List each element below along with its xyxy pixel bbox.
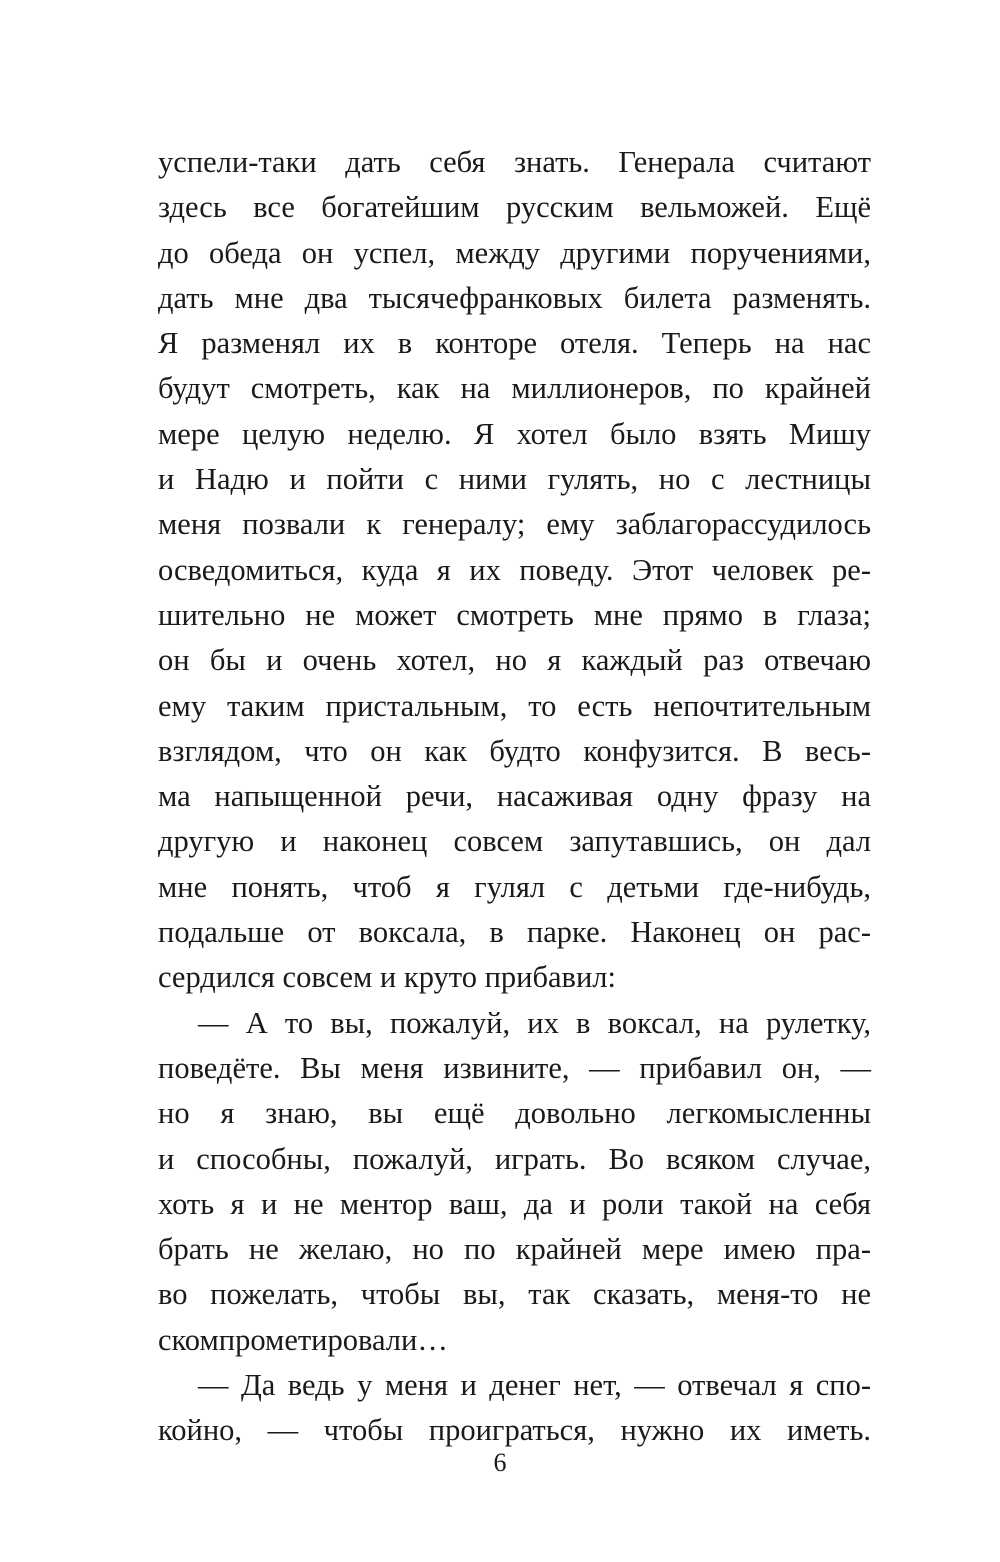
text-line: ма напыщенной речи, насаживая одну фразу на: [158, 779, 871, 814]
text-line: поведёте. Вы меня извините, — прибавил он, —: [158, 1050, 871, 1085]
text-line: койно, — чтобы проиграться, нужно их иметь.: [158, 1413, 871, 1448]
text-line: брать не желаю, но по крайней мере имею пра-: [158, 1232, 871, 1267]
text-line: мере целую неделю. Я хотел было взять Мишу: [158, 416, 871, 451]
text-line: ему таким пристальным, то есть непочтительным: [158, 688, 871, 723]
text-line: шительно не может смотреть мне прямо в глаза;: [158, 597, 871, 632]
text-line: и Надю и пойти с ними гулять, но с лестницы: [158, 462, 871, 497]
text-line: мне понять, чтоб я гулял с детьми где-нибудь,: [158, 869, 871, 904]
body-text: [158, 140, 871, 1454]
text-line: успели-таки дать себя знать. Генерала считают: [158, 145, 871, 179]
text-line: подальше от воксала, в парке. Наконец он рас-: [158, 915, 871, 950]
text-line: будут смотреть, как на миллионеров, по крайней: [158, 371, 871, 406]
text-line: Я разменял их в конторе отеля. Теперь на нас: [158, 326, 871, 361]
text-line: но я знаю, вы ещё довольно легкомысленны: [158, 1096, 871, 1131]
text-line: здесь все богатейшим русским вельможей. Ещё: [158, 190, 871, 225]
text-line: скомпрометировали…: [158, 1322, 448, 1357]
text-line: до обеда он успел, между другими поручениями,: [158, 235, 871, 270]
text-line: другую и наконец совсем запутавшись, он дал: [158, 824, 871, 859]
text-line: взглядом, что он как будто конфузится. В весь-: [158, 733, 871, 768]
text-line: — А то вы, пожалуй, их в воксал, на рулетку,: [198, 1005, 871, 1040]
text-line: дать мне два тысячефранковых билета разменять.: [158, 280, 871, 315]
text-line: хоть я и не ментор ваш, да и роли такой на себя: [158, 1186, 871, 1221]
page-number: 6: [493, 1448, 507, 1477]
text-line: сердился совсем и круто прибавил:: [158, 960, 616, 995]
text-line: и способны, пожалуй, играть. Во всяком случае,: [158, 1141, 871, 1176]
text-line: во пожелать, чтобы вы, так сказать, меня-то не: [158, 1277, 871, 1312]
text-line: осведомиться, куда я их поведу. Этот человек ре-: [158, 552, 871, 587]
text-line: — Да ведь у меня и денег нет, — отвечал я спо-: [198, 1368, 871, 1403]
text-line: он бы и очень хотел, но я каждый раз отвечаю: [158, 643, 871, 678]
text-line: меня позвали к генералу; ему заблагорассудилось: [158, 507, 871, 542]
